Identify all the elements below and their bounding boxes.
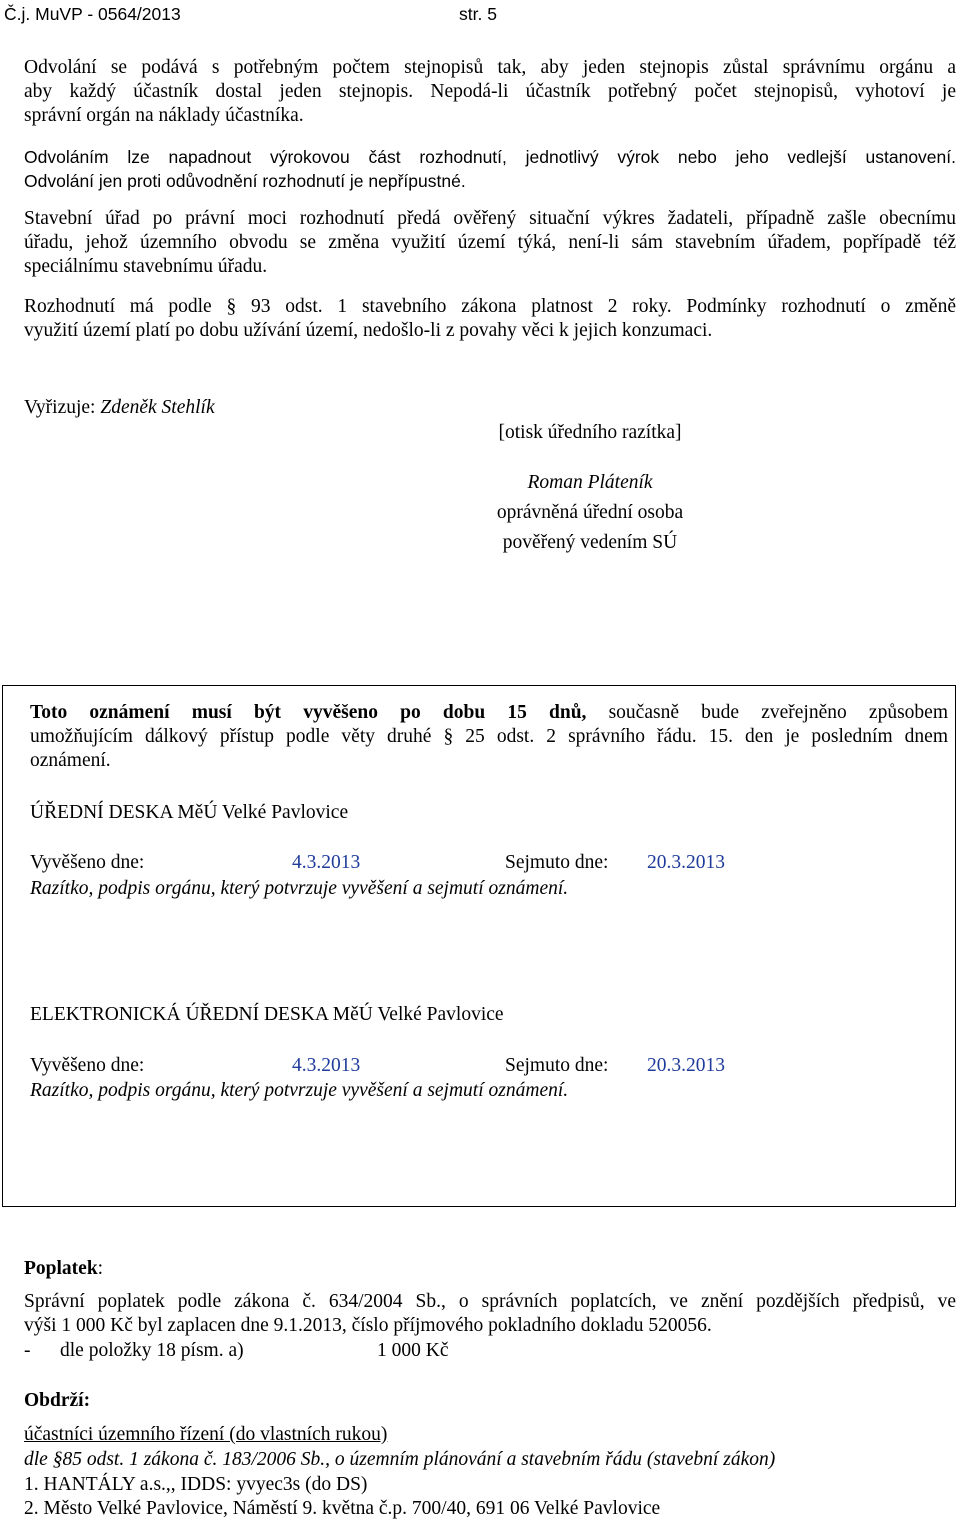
handled-by [24,396,215,420]
stamp-note: Razítko, podpis orgánu, který potvrzuje vyvěšení a sejmutí oznámení. [30,1080,569,1101]
paragraph-building-office [24,207,956,279]
paragraph-appeal-copies [24,56,956,128]
posted-date: 4.3.2013 [292,852,361,873]
removed-label: Sejmuto dne: [505,1055,609,1076]
text-line: Odvolání se podává s potřebným počtem stejnopisů tak, aby jeden stejnopis zůstal správnímu orgánu a [24,57,956,78]
recipients-group: účastníci územního řízení (do vlastních rukou) [24,1424,388,1445]
signatory-role-secondary: pověřený vedením SÚ [502,532,678,553]
text-line: úřadu, jehož územního obvodu se změna využití území týká, není-li sám stavebním úřadem, popřípadě též [24,232,956,253]
electronic-board-title: ELEKTRONICKÁ ÚŘEDNÍ DESKA MěÚ Velké Pavlovice [30,1004,504,1025]
posted-date: 4.3.2013 [292,1055,361,1076]
text-line: Stavební úřad po právní moci rozhodnutí předá ověřený situační výkres žadateli, případně zašle obecnímu [24,208,956,229]
fee-item-dash: - [24,1340,31,1361]
document-reference: Č.j. MuVP - 0564/2013 [4,4,181,24]
law-text: §85 odst. 1 zákona č. 183/2006 Sb., o územním plánování a stavebním řádu (stavební zákon) [52,1449,776,1470]
removed-date: 20.3.2013 [647,1055,725,1076]
text-line: oznámení. [30,750,111,771]
posted-label: Vyvěšeno dne: [30,852,145,873]
paragraph-appeal-scope [24,145,956,193]
handled-by-label: Vyřizuje: [24,397,96,418]
announcement-bold: Toto oznámení musí být vyvěšeno po dobu 15 dnů, [30,702,587,723]
fee-item-label: dle položky 18 písm. a) [60,1340,244,1361]
text-line: aby každý účastník dostal jeden stejnopis. Nepodá-li účastník potřebný počet stejnopisů, vyhotoví je [24,81,956,102]
paragraph-validity [24,295,956,343]
recipients-heading: Obdrží: [24,1390,91,1411]
announcement-text [30,701,948,773]
removed-label: Sejmuto dne: [505,852,609,873]
text-line: Odvolání jen proti odůvodnění rozhodnutí je nepřípustné. [24,171,466,191]
stamp-placeholder: [otisk úředního razítka] [498,422,682,443]
text-line: speciálnímu stavebnímu úřadu. [24,256,268,277]
fee-text [24,1290,956,1338]
text-line: Správní poplatek podle zákona č. 634/2004 Sb., o správních poplatcích, ve znění pozdějších předpisů, ve [24,1291,956,1312]
posted-label: Vyvěšeno dne: [30,1055,145,1076]
signatory-role: oprávněná úřední osoba [496,502,684,523]
text-line: umožňujícím dálkový přístup podle věty druhé § 25 odst. 2 správního řádu. 15. den je posledním dnem [30,726,948,747]
stamp-note: Razítko, podpis orgánu, který potvrzuje vyvěšení a sejmutí oznámení. [30,878,569,899]
recipient-item: 1. HANTÁLY a.s.,, IDDS: yvyec3s (do DS) [24,1474,368,1495]
text-line: využití území platí po dobu užívání území, nedošlo-li z povahy věci k jejich konzumaci. [24,320,713,341]
text-line: výši 1 000 Kč byl zaplacen dne 9.1.2013, číslo příjmového pokladního dokladu 520056. [24,1315,712,1336]
removed-date: 20.3.2013 [647,852,725,873]
announcement-rest: současně bude zveřejněno způsobem [586,702,948,723]
page-number: str. 5 [459,4,497,24]
recipient-item: 2. Město Velké Pavlovice, Náměstí 9. května č.p. 700/40, 691 06 Velké Pavlovice [24,1498,661,1519]
fee-heading-colon: : [97,1258,104,1279]
board-title: ÚŘEDNÍ DESKA MěÚ Velké Pavlovice [30,802,349,823]
fee-heading [24,1257,103,1281]
text-line [30,701,948,725]
fee-heading-label: Poplatek [24,1258,98,1279]
handled-by-name: Zdeněk Stehlík [100,397,215,418]
fee-item-amount: 1 000 Kč [377,1340,449,1361]
signatory-name: Roman Pláteník [527,472,653,493]
text-line: správní orgán na náklady účastníka. [24,105,304,126]
law-prefix: dle [24,1449,53,1470]
text-line: Rozhodnutí má podle § 93 odst. 1 stavebního zákona platnost 2 roky. Podmínky rozhodnutí o změně [24,296,956,317]
recipients-law-reference [24,1448,775,1472]
text-line: Odvoláním lze napadnout výrokovou část rozhodnutí, jednotlivý výrok nebo jeho vedlejší ustanovení. [24,147,956,167]
